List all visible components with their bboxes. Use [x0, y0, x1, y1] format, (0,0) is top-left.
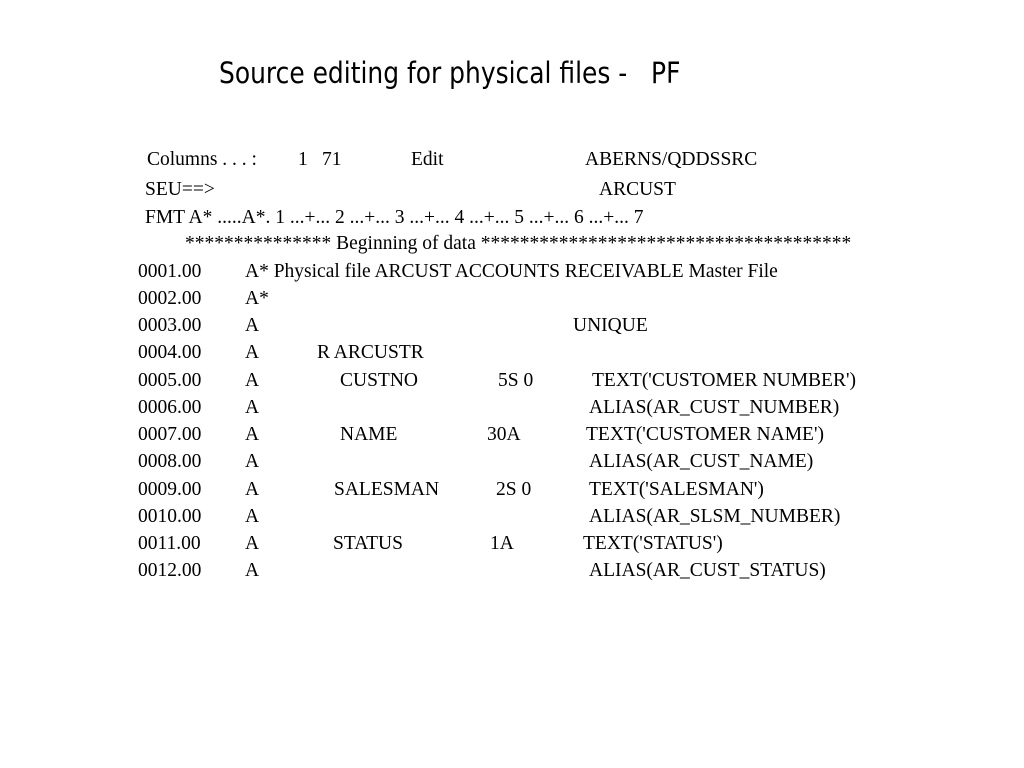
line-keyword: ALIAS(AR_CUST_NAME) — [589, 451, 814, 472]
line-type: 2S 0 — [496, 479, 532, 500]
columns-to: 71 — [322, 149, 342, 170]
line-seq: 0006.00 — [138, 397, 202, 418]
line-seq: 0012.00 — [138, 560, 202, 581]
line-name: NAME — [340, 424, 398, 445]
line-a: A — [245, 397, 260, 418]
line-seq: 0008.00 — [138, 451, 202, 472]
library-file: ABERNS/QDDSSRC — [585, 149, 758, 170]
line-keyword: ALIAS(AR_SLSM_NUMBER) — [589, 506, 841, 527]
page-title-suffix: PF — [651, 56, 681, 90]
line-a: A — [245, 370, 260, 391]
columns-from: 1 — [298, 149, 308, 170]
format-line: FMT A* .....A*. 1 ...+... 2 ...+... 3 ...+... 4 ...+... 5 ...+... 6 ...+... 7 — [145, 207, 644, 228]
seu-command-prompt[interactable]: SEU==> — [145, 179, 215, 200]
line-a: A — [245, 342, 260, 363]
line-seq: 0003.00 — [138, 315, 202, 336]
line-keyword: TEXT('SALESMAN') — [589, 479, 764, 500]
line-a: A* Physical file ARCUST ACCOUNTS RECEIVABLE Master File — [245, 261, 778, 282]
line-name: SALESMAN — [334, 479, 440, 500]
line-a: A — [245, 479, 260, 500]
line-type: 1A — [490, 533, 514, 554]
line-type: 30A — [487, 424, 521, 445]
line-keyword: UNIQUE — [573, 315, 648, 336]
beginning-of-data: *************** Beginning of data ************************************** — [185, 233, 852, 254]
line-name: STATUS — [333, 533, 403, 554]
line-seq: 0001.00 — [138, 261, 202, 282]
line-seq: 0009.00 — [138, 479, 202, 500]
line-keyword: ALIAS(AR_CUST_STATUS) — [589, 560, 826, 581]
page-title-main: Source editing for physical files - — [219, 56, 628, 90]
line-seq: 0002.00 — [138, 288, 202, 309]
line-a: A — [245, 506, 260, 527]
line-name: CUSTNO — [340, 370, 419, 391]
columns-label: Columns . . . : — [147, 149, 257, 170]
line-keyword: TEXT('CUSTOMER NUMBER') — [592, 370, 856, 391]
line-a: A — [245, 533, 260, 554]
line-a: A — [245, 424, 260, 445]
line-type: 5S 0 — [498, 370, 534, 391]
line-seq: 0010.00 — [138, 506, 202, 527]
line-a: A — [245, 560, 260, 581]
line-name: R ARCUSTR — [317, 342, 424, 363]
line-seq: 0007.00 — [138, 424, 202, 445]
edit-mode: Edit — [411, 149, 444, 170]
line-keyword: TEXT('CUSTOMER NAME') — [586, 424, 824, 445]
line-a: A* — [245, 288, 269, 309]
line-keyword: TEXT('STATUS') — [583, 533, 723, 554]
line-seq: 0011.00 — [138, 533, 201, 554]
member-name: ARCUST — [599, 179, 676, 200]
line-seq: 0005.00 — [138, 370, 202, 391]
line-keyword: ALIAS(AR_CUST_NUMBER) — [589, 397, 840, 418]
line-a: A — [245, 451, 260, 472]
line-seq: 0004.00 — [138, 342, 202, 363]
line-a: A — [245, 315, 260, 336]
